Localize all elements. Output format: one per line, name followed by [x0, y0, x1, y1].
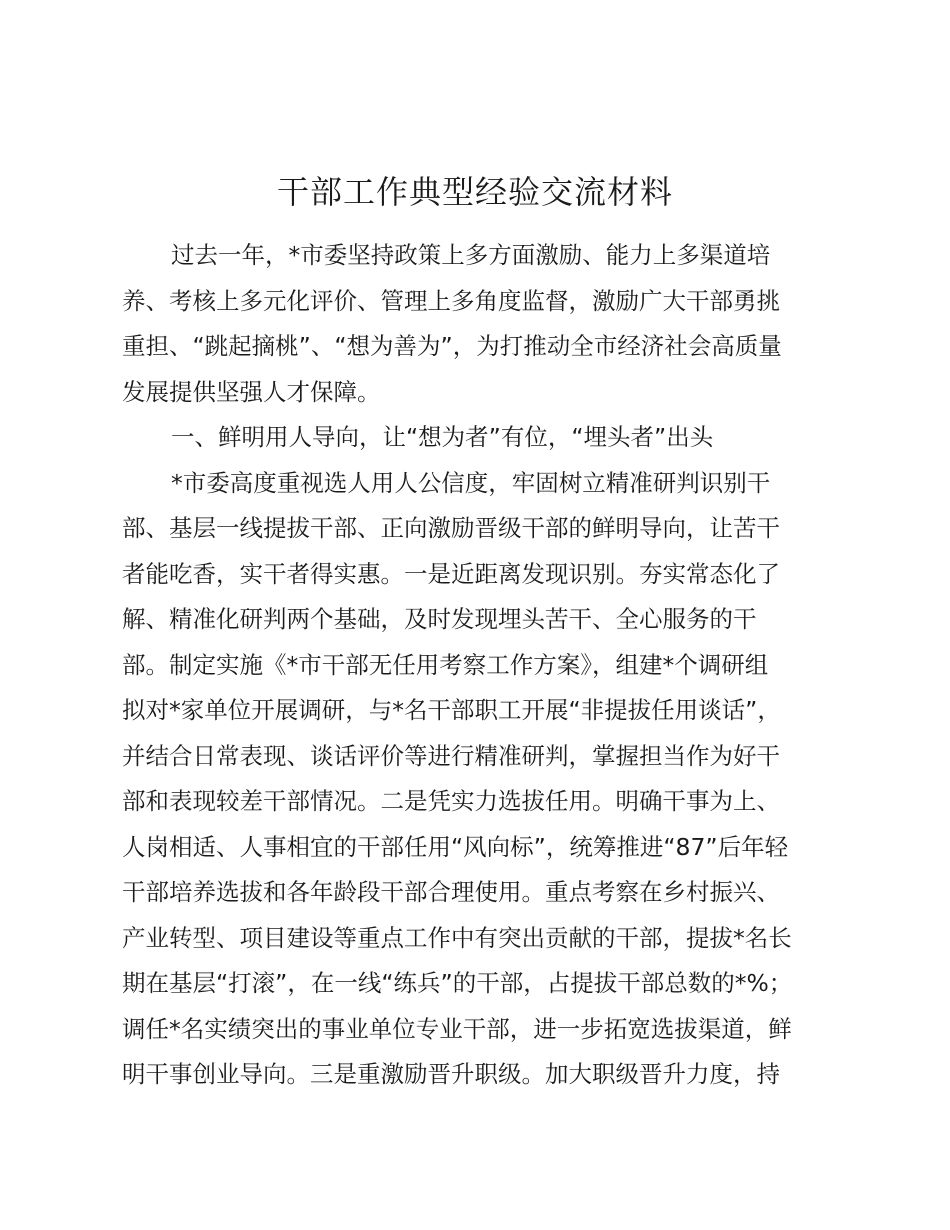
text-line: 产业转型、项目建设等重点工作中有突出贡献的干部，提拔*名长 — [122, 923, 792, 952]
text-line: 部、基层一线提拔干部、正向激励晋级干部的鲜明导向，让苦干 — [122, 514, 780, 542]
text-line: 过去一年，*市委坚持政策上多方面激励、能力上多渠道培 — [171, 241, 771, 269]
text-line: 一、鲜明用人导向，让“想为者”有位，“埋头者”出头 — [171, 423, 714, 451]
document-body — [122, 233, 834, 1098]
text-line: 期在基层“打滚”，在一线“练兵”的干部，占提拔干部总数的*%； — [122, 969, 793, 997]
text-line: *市委高度重视选人用人公信度，牢固树立精准研判识别干 — [171, 468, 771, 497]
text-line: 重担、“跳起摘桃”、“想为善为”，为打推动全市经济社会高质量 — [122, 332, 782, 360]
text-line: 并结合日常表现、谈话评价等进行精准研判，掌握担当作为好干 — [122, 741, 780, 770]
text-line: 干部培养选拔和各年龄段干部合理使用。重点考察在乡村振兴、 — [122, 878, 780, 906]
text-line: 拟对*家单位开展调研，与*名干部职工开展“非提拔任用谈话”， — [122, 696, 781, 724]
text-line: 部和表现较差干部情况。二是凭实力选拔任用。明确干事为上、 — [122, 787, 780, 815]
text-line: 部。制定实施《*市干部无任用考察工作方案》，组建*个调研组 — [122, 650, 769, 679]
text-line: 人岗相适、人事相宜的干部任用“风向标”，统筹推进“87”后年轻 — [122, 832, 789, 861]
text-line: 养、考核上多元化评价、管理上多角度监督，激励广大干部勇挑 — [122, 286, 780, 315]
text-line: 者能吃香，实干者得实惠。一是近距离发现识别。夯实常态化了 — [122, 559, 780, 588]
text-line: 解、精准化研判两个基础，及时发现埋头苦干、全心服务的干 — [122, 605, 757, 633]
text-line: 调任*名实绩突出的事业单位专业干部，进一步拓宽选拔渠道，鲜 — [122, 1014, 792, 1043]
text-line: 发展提供坚强人才保障。 — [122, 377, 381, 406]
document-title: 干部工作典型经验交流材料 — [276, 173, 673, 211]
text-line: 明干事创业导向。三是重激励晋升职级。加大职级晋升力度，持 — [122, 1060, 780, 1088]
